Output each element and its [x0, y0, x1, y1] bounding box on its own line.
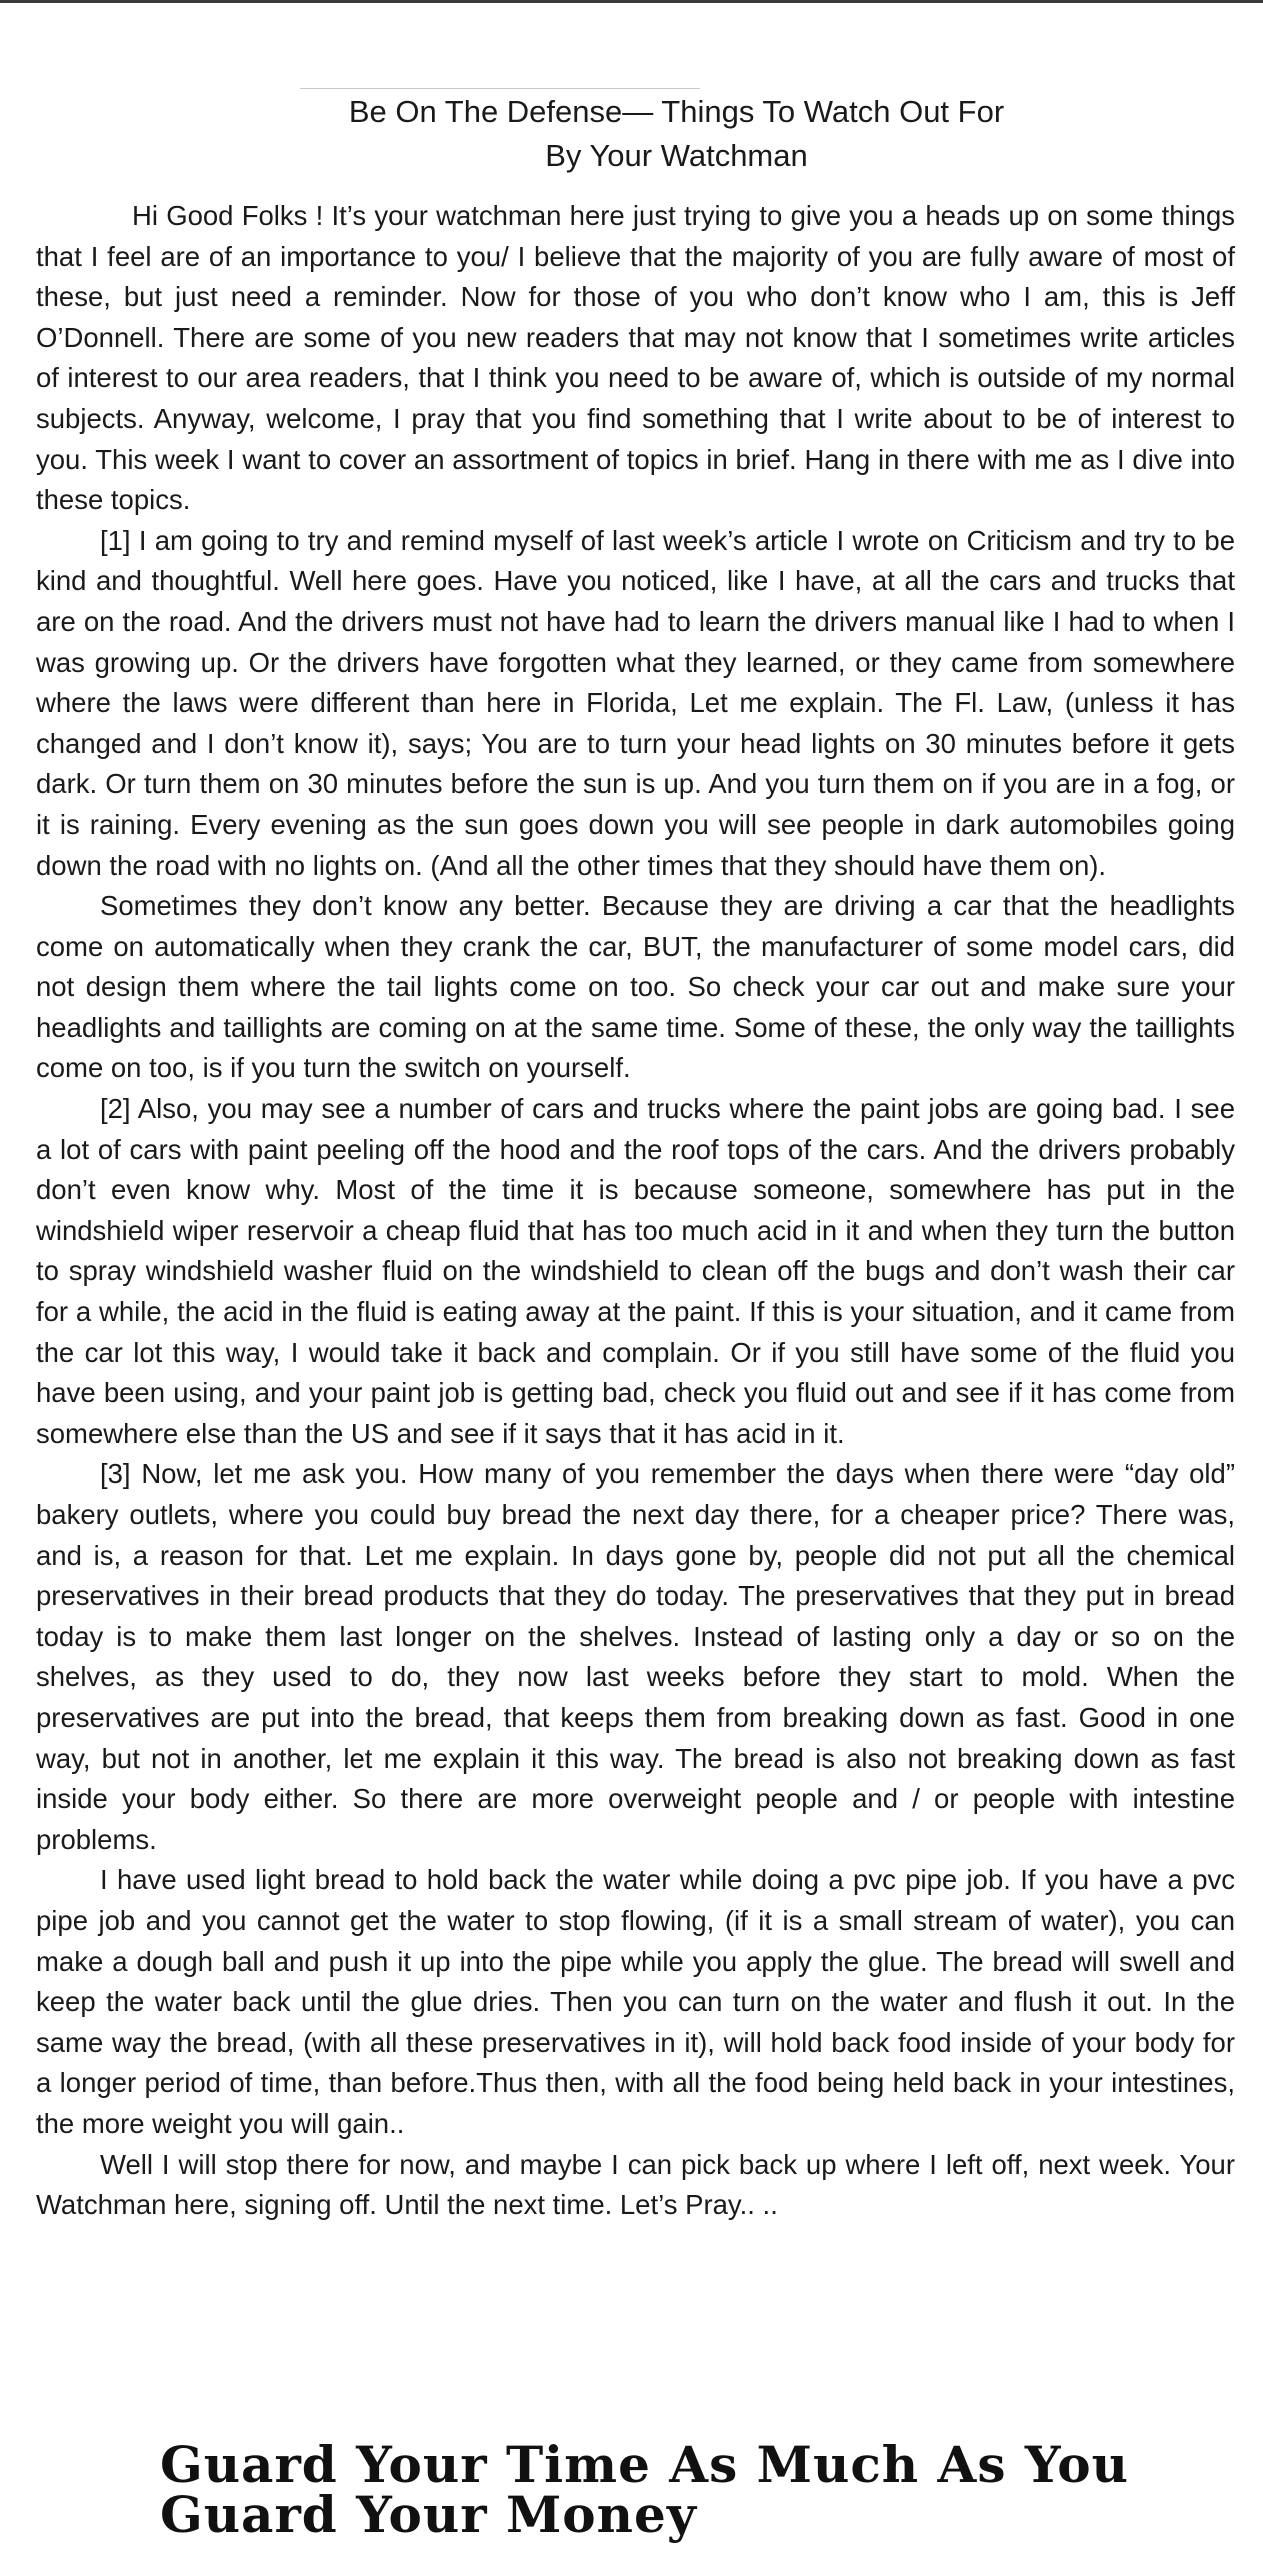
bottom-banner — [160, 2440, 1160, 2560]
article-title: Be On The Defense— Things To Watch Out For — [348, 94, 1005, 129]
article-body — [20, 196, 1243, 2226]
paragraph-paint: [2] Also, you may see a number of cars and trucks where the paint jobs are going bad. I see a lot of cars with paint peeling off the hood and the roof tops of the cars. And the drivers probably don’t even know why. Most of the time it is because someone, somewhere has put in the windshield wiper reservoir a cheap fluid that has too much acid in it and when they turn the button to spray windshield washer fluid on the windshield to clean off the bugs and don’t wash their car for a while, the acid in the fluid is eating away at the paint. If this is your situation, and it came from the car lot this way, I would take it back and complain. Or if you still have some of the fluid you have been using, and your paint job is getting bad, check you fluid out and see if it has come from somewhere else than the US and see if it says that it has acid in it. — [36, 1093, 1235, 1449]
banner-line-2: Guard Your Money — [160, 2485, 697, 2544]
paragraph-bread: [3] Now, let me ask you. How many of you remember the days when there were “day old” bakery outlets, where you could buy bread the next day there, for a cheaper price? There was, and is, a reason for that. Let me explain. In days gone by, people did not put all the chemical preservatives in their bread products that they do today. The preservatives that they put in bread today is to make them last longer on the shelves. Instead of lasting only a day or so on the shelves, as they used to do, they now last weeks before they start to mold. When the preservatives are put into the bread, that keeps them from breaking down as fast. Good in one way, but not in another, let me explain it this way. The bread is also not breaking down as fast inside your body either. So there are more overweight people and / or people with intestine problems. — [36, 1458, 1235, 1855]
paragraph-taillights: Sometimes they don’t know any better. Because they are driving a car that the headlights come on automatically when they crank the car, BUT, the manufacturer of some model cars, did not design them where the tail lights come on too. So check your car out and make sure your headlights and taillights are coming on at the same time. Some of these, the only way the taillights come on too, is if you turn the switch on yourself. — [36, 890, 1235, 1084]
article-header — [20, 90, 1243, 178]
paragraph-pvc-pipe: I have used light bread to hold back the water while doing a pvc pipe job. If you have a pvc pipe job and you cannot get the water to stop flowing, (if it is a small stream of water), you can make a dough ball and push it up into the pipe while you apply the glue. The bread will swell and keep the water back until the glue dries. Then you can turn on the water and flush it out. In the same way the bread, (with all these preservatives in it), will hold back food inside of your body for a longer period of time, than before.Thus then, with all the food being held back in your intestines, the more weight you will gain.. — [36, 1864, 1235, 2139]
paragraph-closing: Well I will stop there for now, and maybe I can pick back up where I left off, next week. Your Watchman here, signing off. Until the next time. Let’s Pray.. .. — [36, 2148, 1235, 2221]
top-border-rule — [0, 0, 1263, 3]
article-byline: By Your Watchman — [545, 138, 808, 173]
paragraph-intro: Hi Good Folks ! It’s your watchman here just trying to give you a heads up on some things that I feel are of an importance to you/ I believe that the majority of you are fully aware of most of these, but just need a reminder. Now for those of you who don’t know who I am, this is Jeff O’Donnell. There are some of you new readers that may not know that I sometimes write articles of interest to our area readers, that I think you need to be aware of, which is outside of my normal subjects. Anyway, welcome, I pray that you find something that I write about to be of interest to you. This week I want to cover an assortment of topics in brief. Hang in there with me as I dive into these topics. — [36, 200, 1235, 516]
header-rule — [300, 88, 700, 89]
paragraph-headlights: [1] I am going to try and remind myself of last week’s article I wrote on Criticism and try to be kind and thoughtful. Well here goes. Have you noticed, like I have, at all the cars and trucks that are on the road. And the drivers must not have had to learn the drivers manual like I had to when I was growing up. Or the drivers have forgotten what they learned, or they came from somewhere where the laws were different than here in Florida, Let me explain. The Fl. Law, (unless it has changed and I don’t know it), says; You are to turn your head lights on 30 minutes before it gets dark. Or turn them on 30 minutes before the sun is up. And you turn them on if you are in a fog, or it is raining. Every evening as the sun goes down you will see people in dark automobiles going down the road with no lights on. (And all the other times that they should have them on). — [36, 524, 1235, 881]
page — [20, 90, 1243, 2226]
banner-line-1: Guard Your Time As Much As You — [160, 2440, 1129, 2494]
